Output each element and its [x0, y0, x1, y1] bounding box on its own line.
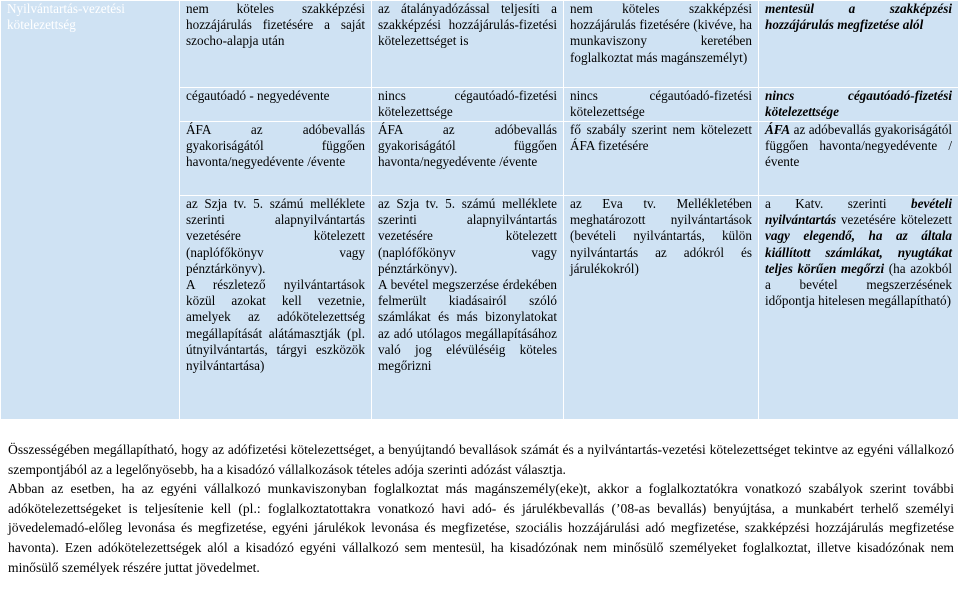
summary-paragraph-1: Összességében megállapítható, hogy az adófizetési kötelezettséget, a benyújtandó bevallások számát és a nyilvántartás-vezetési kötelezettséget tekintve az egyéni vállalkozó szempontjából az a legelőnyösebb, ha a kisadózó vállalkozások tételes adója szerinti adózást választja. [8, 442, 954, 477]
summary-paragraph-2: Abban az esetben, ha az egyéni vállalkozó munkaviszonyban foglalkoztat más magánszemély(eke)t, akkor a foglalkoztatókra vonatkozó szabályok szerint további adókötelezettségeket is teljesítenie kell (pl.: foglalkoztatottakra vonatkozó havi adó- és járulékbevallás (’08-as bevallás) benyújtása, a munkabért terhelő személyi jövedelemadó-előleg levonása és megfizetése, egyéni járulékok levonása és megfizetése, szociális hozzájárulási adó megfizetése, szakképzési hozzájárulás megfizetése havonta). Ezen adókötelezettségek alól a kisadózó egyéni vállalkozó sem mentesül, ha kisadózónak nem minősülő személyeket foglalkoztat, illetve kisadózónak nem minősülő személyek részére juttat jövedelmet. [8, 481, 954, 575]
cell-r2-c2: nincs cégautóadó-fizetési kötelezettsége [372, 88, 564, 122]
katv-text-5: (ha azokból a bevétel megszerzésének időpontja hitelesen megállapítható) [765, 260, 952, 309]
cell-r3-c1: ÁFA az adóbevallás gyakoriságától függően havonta/negyedévente /évente [180, 122, 372, 196]
cell-r4-c3: az Eva tv. Mellékletében meghatározott nyilvántartások (bevételi nyilvántartás, külön nyilvántartás az adókról és járulékokról) [564, 196, 759, 420]
cell-r3-c4 [759, 122, 959, 196]
cell-r4-c2 [372, 196, 564, 420]
katv-text-2: bevételi nyilvántartás [765, 196, 952, 228]
cell-r1-c3: nem köteles szakképzési hozzájárulás fizetésére (kivéve, ha munkaviszony keretében foglalkoztat más magánszemélyt) [564, 1, 759, 88]
cell-r2-c4: nincs cégautóadó-fizetési kötelezettsége [759, 88, 959, 122]
afa-text: az adóbevallás gyakoriságától függően havonta/negyedévente /évente [765, 122, 952, 170]
cell-r2-c3: nincs cégautóadó-fizetési kötelezettsége [564, 88, 759, 122]
cell-r1-c4: mentesül a szakképzési hozzájárulás megfizetése alól [759, 1, 959, 88]
cell-r4-c2-part1: az Szja tv. 5. számú melléklete szerinti alapnyilvántartás vezetésére kötelezett (naplófőkönyv vagy pénztárkönyv). [378, 196, 557, 276]
cell-r4-c1 [180, 196, 372, 420]
cell-r4-c2-part2: A bevétel megszerzése érdekében felmerült kiadásairól szóló számlákat és más bizonylatokat az adó utólagos megállapításához való jog elévüléséig köteles megőrizni [378, 277, 557, 374]
cell-r2-c1: cégautóadó - negyedévente [180, 88, 372, 122]
cell-r1-c1: nem köteles szakképzési hozzájárulás fizetésére a saját szocho-alapja után [180, 1, 372, 88]
table-row [1, 1, 959, 88]
afa-label: ÁFA [765, 122, 791, 137]
katv-text-1: a Katv. szerinti [765, 196, 911, 211]
katv-text-3: vezetésére kötelezett [836, 212, 952, 228]
row-label-nyilvantartas: Nyilvántartás-vezetési kötelezettség [1, 1, 180, 420]
summary-text [8, 440, 954, 577]
cell-r3-c3: fő szabály szerint nem kötelezett ÁFA fizetésére [564, 122, 759, 196]
cell-r4-c4 [759, 196, 959, 420]
cell-r1-c2: az átalányadózással teljesíti a szakképzési hozzájárulás-fizetési kötelezettséget is [372, 1, 564, 88]
cell-r3-c2: ÁFA az adóbevallás gyakoriságától függően havonta/negyedévente /évente [372, 122, 564, 196]
katv-text-4: vagy elegendő, ha az általa kiállított számlákat, nyugtákat teljes körűen megőrzi [765, 228, 952, 276]
cell-r4-c1-part1: az Szja tv. 5. számú melléklete szerinti alapnyilvántartás vezetésére kötelezett (naplófőkönyv vagy pénztárkönyv). [186, 196, 365, 276]
cell-r4-c1-part2: A részletező nyilvántartások közül azokat kell vezetnie, amelyek az adókötelezettség megállapítását alátámasztják (pl. útnyilvántartás, tárgyi eszközök nyilvántartása) [186, 277, 365, 374]
